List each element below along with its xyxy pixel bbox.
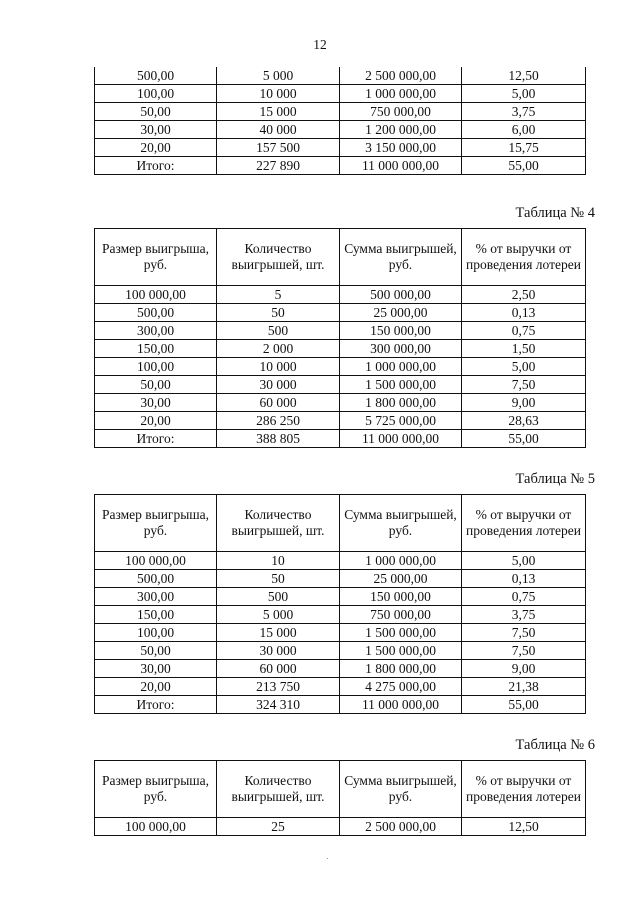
cell-prize-count: 10 <box>217 552 340 570</box>
table-row <box>95 818 586 836</box>
cell-revenue-percent: 28,63 <box>462 412 586 430</box>
cell-revenue-percent: 3,75 <box>462 606 586 624</box>
cell-prize-size: 100,00 <box>95 358 217 376</box>
cell-prize-count: 40 000 <box>217 121 340 139</box>
header-revenue-percent: % от выручки от проведения лотереи <box>462 495 586 552</box>
cell-revenue-percent: 0,13 <box>462 304 586 322</box>
prize-table-continued <box>94 67 586 175</box>
cell-prize-sum: 3 150 000,00 <box>340 139 462 157</box>
cell-prize-size: 300,00 <box>95 588 217 606</box>
cell-prize-count: 10 000 <box>217 85 340 103</box>
header-prize-sum: Сумма выигрышей, руб. <box>340 495 462 552</box>
cell-prize-sum: 1 500 000,00 <box>340 642 462 660</box>
cell-prize-size: 30,00 <box>95 660 217 678</box>
table-5-caption: Таблица № 5 <box>515 471 595 487</box>
cell-prize-sum: 5 725 000,00 <box>340 412 462 430</box>
cell-prize-size: 50,00 <box>95 642 217 660</box>
cell-prize-size: Итого: <box>95 696 217 714</box>
cell-prize-size: 500,00 <box>95 570 217 588</box>
cell-prize-count: 30 000 <box>217 642 340 660</box>
table-row <box>95 624 586 642</box>
cell-prize-sum: 2 500 000,00 <box>340 818 462 836</box>
cell-prize-sum: 1 500 000,00 <box>340 624 462 642</box>
cell-prize-count: 60 000 <box>217 660 340 678</box>
cell-prize-size: 500,00 <box>95 67 217 85</box>
cell-prize-size: 150,00 <box>95 606 217 624</box>
table-row <box>95 376 586 394</box>
cell-prize-count: 15 000 <box>217 103 340 121</box>
table-row <box>95 157 586 175</box>
cell-prize-size: 50,00 <box>95 103 217 121</box>
cell-prize-size: 100 000,00 <box>95 818 217 836</box>
table-row <box>95 340 586 358</box>
table-header-row <box>95 761 586 818</box>
cell-prize-count: 213 750 <box>217 678 340 696</box>
cell-revenue-percent: 55,00 <box>462 696 586 714</box>
table-4-caption: Таблица № 4 <box>515 205 595 221</box>
cell-prize-count: 5 <box>217 286 340 304</box>
cell-prize-size: 20,00 <box>95 678 217 696</box>
cell-revenue-percent: 9,00 <box>462 660 586 678</box>
cell-prize-sum: 150 000,00 <box>340 322 462 340</box>
cell-prize-size: 100 000,00 <box>95 286 217 304</box>
table-row <box>95 642 586 660</box>
cell-prize-count: 227 890 <box>217 157 340 175</box>
table-row <box>95 588 586 606</box>
cell-prize-sum: 11 000 000,00 <box>340 430 462 448</box>
cell-prize-count: 5 000 <box>217 67 340 85</box>
cell-prize-sum: 11 000 000,00 <box>340 696 462 714</box>
table-row <box>95 286 586 304</box>
header-revenue-percent: % от выручки от проведения лотереи <box>462 761 586 818</box>
cell-prize-sum: 1 500 000,00 <box>340 376 462 394</box>
cell-prize-size: 30,00 <box>95 394 217 412</box>
table-row <box>95 696 586 714</box>
cell-revenue-percent: 0,75 <box>462 322 586 340</box>
cell-prize-count: 5 000 <box>217 606 340 624</box>
cell-prize-sum: 2 500 000,00 <box>340 67 462 85</box>
cell-prize-sum: 1 200 000,00 <box>340 121 462 139</box>
table-row <box>95 322 586 340</box>
cell-prize-count: 15 000 <box>217 624 340 642</box>
cell-revenue-percent: 15,75 <box>462 139 586 157</box>
cell-prize-size: 150,00 <box>95 340 217 358</box>
cell-prize-sum: 150 000,00 <box>340 588 462 606</box>
cell-prize-sum: 300 000,00 <box>340 340 462 358</box>
table-row <box>95 552 586 570</box>
cell-prize-size: 300,00 <box>95 322 217 340</box>
cell-prize-count: 50 <box>217 304 340 322</box>
table-row <box>95 678 586 696</box>
table-row <box>95 430 586 448</box>
cell-revenue-percent: 3,75 <box>462 103 586 121</box>
table-row <box>95 412 586 430</box>
cell-revenue-percent: 0,75 <box>462 588 586 606</box>
table-row <box>95 67 586 85</box>
header-prize-size: Размер выигрыша, руб. <box>95 761 217 818</box>
cell-prize-size: 20,00 <box>95 139 217 157</box>
prize-table-4 <box>94 228 586 448</box>
cell-revenue-percent: 12,50 <box>462 818 586 836</box>
cell-prize-sum: 500 000,00 <box>340 286 462 304</box>
cell-prize-size: 20,00 <box>95 412 217 430</box>
cell-prize-sum: 1 000 000,00 <box>340 358 462 376</box>
table-row <box>95 139 586 157</box>
cell-prize-sum: 1 800 000,00 <box>340 660 462 678</box>
cell-revenue-percent: 7,50 <box>462 376 586 394</box>
cell-prize-size: Итого: <box>95 157 217 175</box>
cell-prize-count: 388 805 <box>217 430 340 448</box>
cell-prize-sum: 1 000 000,00 <box>340 552 462 570</box>
cell-revenue-percent: 5,00 <box>462 552 586 570</box>
table-row <box>95 660 586 678</box>
table-row <box>95 358 586 376</box>
cell-prize-count: 50 <box>217 570 340 588</box>
cell-revenue-percent: 7,50 <box>462 642 586 660</box>
cell-revenue-percent: 55,00 <box>462 430 586 448</box>
prize-table-5 <box>94 494 586 714</box>
header-prize-size: Размер выигрыша, руб. <box>95 229 217 286</box>
cell-prize-size: 100 000,00 <box>95 552 217 570</box>
cell-prize-size: Итого: <box>95 430 217 448</box>
table-row <box>95 85 586 103</box>
cell-prize-sum: 1 800 000,00 <box>340 394 462 412</box>
cell-prize-size: 100,00 <box>95 85 217 103</box>
cell-revenue-percent: 9,00 <box>462 394 586 412</box>
cell-prize-count: 30 000 <box>217 376 340 394</box>
cell-prize-count: 25 <box>217 818 340 836</box>
cell-prize-size: 100,00 <box>95 624 217 642</box>
cell-revenue-percent: 2,50 <box>462 286 586 304</box>
cell-prize-count: 286 250 <box>217 412 340 430</box>
prize-table-6 <box>94 760 586 836</box>
table-row <box>95 121 586 139</box>
cell-prize-sum: 11 000 000,00 <box>340 157 462 175</box>
cell-prize-count: 60 000 <box>217 394 340 412</box>
table-row <box>95 304 586 322</box>
cell-revenue-percent: 12,50 <box>462 67 586 85</box>
header-prize-sum: Сумма выигрышей, руб. <box>340 229 462 286</box>
cell-revenue-percent: 5,00 <box>462 358 586 376</box>
header-prize-count: Количество выигрышей, шт. <box>217 761 340 818</box>
scan-speck <box>327 858 328 859</box>
header-revenue-percent: % от выручки от проведения лотереи <box>462 229 586 286</box>
cell-prize-count: 2 000 <box>217 340 340 358</box>
cell-revenue-percent: 1,50 <box>462 340 586 358</box>
cell-prize-count: 500 <box>217 588 340 606</box>
cell-prize-count: 10 000 <box>217 358 340 376</box>
cell-revenue-percent: 6,00 <box>462 121 586 139</box>
cell-prize-sum: 25 000,00 <box>340 304 462 322</box>
table-row <box>95 570 586 588</box>
cell-revenue-percent: 0,13 <box>462 570 586 588</box>
header-prize-count: Количество выигрышей, шт. <box>217 229 340 286</box>
cell-prize-size: 30,00 <box>95 121 217 139</box>
cell-prize-sum: 750 000,00 <box>340 606 462 624</box>
table-6-caption: Таблица № 6 <box>515 737 595 753</box>
table-header-row <box>95 495 586 552</box>
cell-revenue-percent: 21,38 <box>462 678 586 696</box>
cell-revenue-percent: 7,50 <box>462 624 586 642</box>
table-row <box>95 394 586 412</box>
cell-revenue-percent: 5,00 <box>462 85 586 103</box>
table-row <box>95 103 586 121</box>
cell-prize-count: 500 <box>217 322 340 340</box>
table-row <box>95 606 586 624</box>
cell-prize-sum: 750 000,00 <box>340 103 462 121</box>
page-number: 12 <box>313 37 327 52</box>
cell-prize-size: 500,00 <box>95 304 217 322</box>
cell-prize-count: 157 500 <box>217 139 340 157</box>
cell-revenue-percent: 55,00 <box>462 157 586 175</box>
header-prize-count: Количество выигрышей, шт. <box>217 495 340 552</box>
header-prize-sum: Сумма выигрышей, руб. <box>340 761 462 818</box>
cell-prize-size: 50,00 <box>95 376 217 394</box>
header-prize-size: Размер выигрыша, руб. <box>95 495 217 552</box>
cell-prize-sum: 25 000,00 <box>340 570 462 588</box>
table-header-row <box>95 229 586 286</box>
cell-prize-sum: 4 275 000,00 <box>340 678 462 696</box>
cell-prize-sum: 1 000 000,00 <box>340 85 462 103</box>
cell-prize-count: 324 310 <box>217 696 340 714</box>
